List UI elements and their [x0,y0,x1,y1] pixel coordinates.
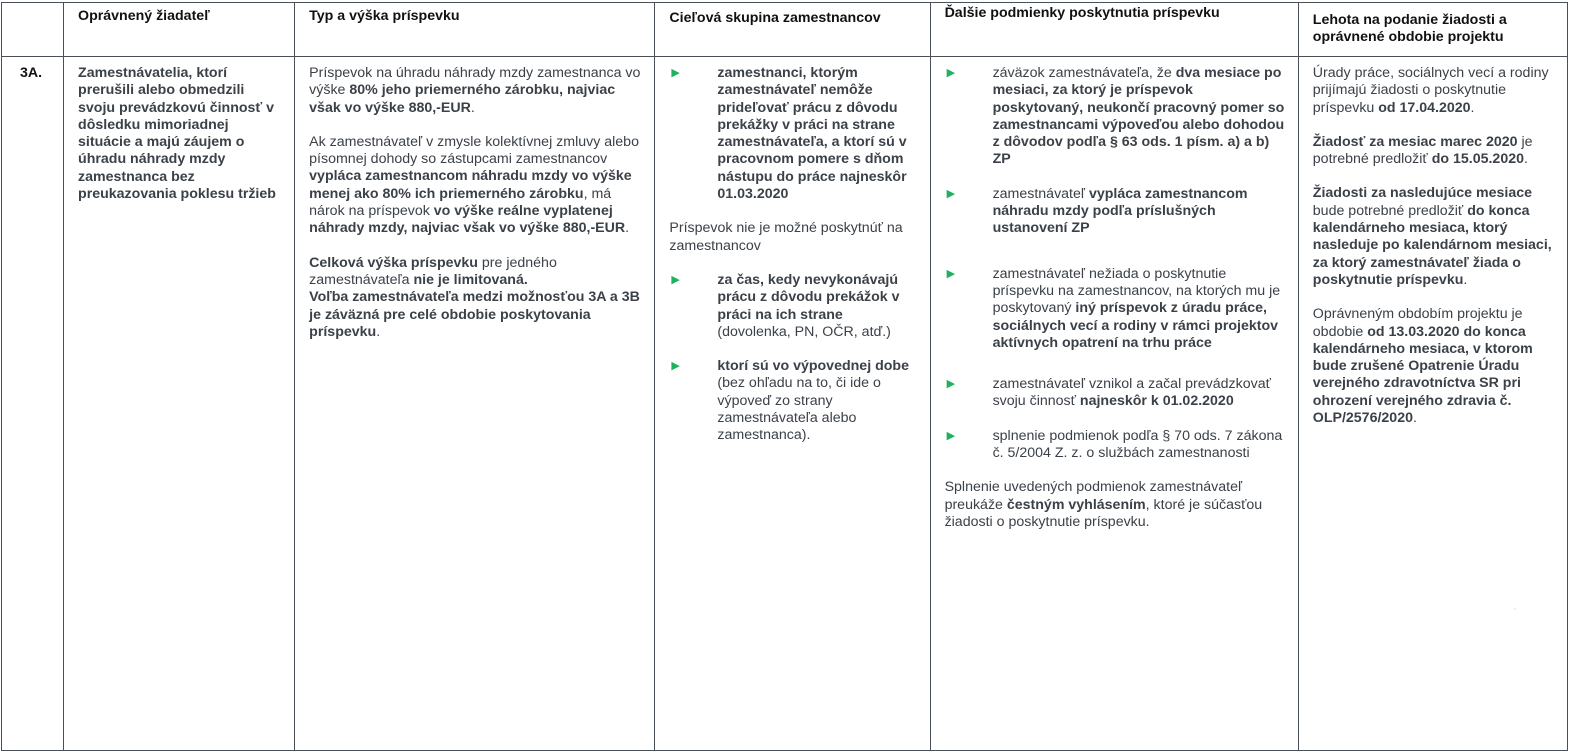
triangle-bullet-icon: ▶ [946,378,956,391]
target-bullet-3: ▶ ktorí sú vo výpovednej dobe (bez ohľadu na to, či ide o výpoveď zo strany zamestnávateľa alebo zamestnanca). [671,358,909,444]
row-number-cell [2,57,64,751]
condition-bullet-2: ▶ zamestnávateľ vypláca zamestnancom náhradu mzdy podľa príslušných ustanovení ZP [946,185,1248,237]
type-paragraph-1: Príspevok na úhradu náhrady mzdy zamestnanca vo výške 80% jeho priemerného zárobku, najviac však vo výške 880,-EUR. [309,65,641,116]
header-cell-deadline: Lehota na podanie žiadosti a oprávnené obdobie projektu [1298,3,1567,57]
condition-bullet-5: ▶ splnenie podmienok podľa § 70 ods. 7 zákona č. 5/2004 Z. z. o službách zamestnanosti [946,427,1283,462]
deadline-paragraph-4: Oprávneným obdobím projektu je obdobie od 13.03.2020 do konca kalendárneho mesiaca, v ktorom bude zrušené Opatrenie Úradu verejného zdravotníctva SR pri ohrození verejného zdravia č. OLP/2576/2020. [1312,306,1533,427]
condition-bullet-1: ▶ záväzok zamestnávateľa, že dva mesiace po mesiaci, za ktorý je príspevok poskytovaný, neukončí pracovný pomer so zamestnancami výpoveďou alebo dohodou z dôvodov podľa § 63 ods. 1 písm. a) a b) ZP [946,65,1285,168]
header-cell-target-group: Cieľová skupina zamestnancov [655,3,930,57]
triangle-bullet-icon: ▶ [946,67,956,79]
target-bullet-1: ▶ zamestnanci, ktorým zamestnávateľ nemôže prideľovať prácu z dôvodu prekážky v práci na strane zamestnávateľa, a ktorí sú v pracovnom pomere s dňom nástupu do práce najneskôr 01.03.2020 [671,65,907,203]
type-cell [295,57,655,751]
triangle-bullet-icon: ▶ [946,429,956,442]
deadline-paragraph-1: Úrady práce, sociálnych vecí a rodiny prijímajú žiadosti o poskytnutie príspevku od 17.04.2020. [1312,65,1549,116]
deadline-paragraph-2: Žiadosť za mesiac marec 2020 je potrebné predložiť do 15.05.2020. [1312,133,1533,168]
target-group-cell [655,57,930,751]
deadline-cell [1298,57,1567,751]
table-row [2,57,1568,751]
triangle-bullet-icon: ▶ [946,187,956,200]
condition-bullet-4: ▶ zamestnávateľ vznikol a začal prevádzkovať svoju činnosť najneskôr k 01.02.2020 [946,376,1271,410]
applicant-text: Zamestnávatelia, ktorí prerušili alebo obmedzili svoju prevádzkovú činnosť v dôsledku mimoriadnej situácie a majú záujem o úhradu náhrady mzdy zamestnanca bez preukazovania poklesu tržieb [78,65,276,203]
applicant-cell [64,57,295,751]
contribution-table [1,2,1568,751]
header-cell-conditions: Ďalšie podmienky poskytnutia príspevku [930,3,1298,57]
row-number: 3A. [20,65,43,81]
header-cell-type: Typ a výška príspevku [295,3,655,57]
triangle-bullet-icon: ▶ [671,67,680,79]
type-paragraph-3: Celková výška príspevku pre jedného zamestnávateľa nie je limitovaná. Voľba zamestnávateľa medzi možnosťou 3A a 3B je záväzná pre celé obdobie poskytovania príspevku. [309,254,640,340]
type-paragraph-2: Ak zamestnávateľ v zmysle kolektívnej zmluvy alebo písomnej dohody so zástupcami zamestnancov vypláca zamestnancom náhradu mzdy vo výške menej ako 80% ich priemerného zárobku, má nárok na príspevok vo výške reálne vyplatenej náhrady mzdy, najviac však vo výške 880,-EUR. [309,133,639,237]
condition-bullet-3: ▶ zamestnávateľ nežiada o poskytnutie príspevku na zamestnancov, na ktorých mu je poskytovaný iný príspevok z úradu práce, sociálnych vecí a rodiny v rámci projektov aktívnych opatrení na trhu práce [946,265,1281,351]
conditions-cell [930,57,1298,751]
triangle-bullet-icon: ▶ [671,273,680,286]
deadline-paragraph-3: Žiadosti za nasledujúce mesiace bude potrebné predložiť do konca kalendárneho mesiaca, ktorý nasleduje po kalendárnom mesiaci, za ktorý zamestnávateľ žiada o poskytnutie príspevku. [1312,185,1552,288]
target-bullet-2: ▶ za čas, kedy nevykonávajú prácu z dôvodu prekážok v práci na ich strane (dovolenka, PN, OČR, atď.) [671,271,900,340]
header-cell-number [2,3,64,57]
target-note: Príspevok nie je možné poskytnúť na zamestnancov [669,220,903,254]
table-header-row [2,3,1568,57]
triangle-bullet-icon: ▶ [946,267,956,280]
scan-artifact [1514,608,1516,610]
header-cell-applicant: Oprávnený žiadateľ [64,3,295,57]
triangle-bullet-icon: ▶ [671,360,680,373]
conditions-footer: Splnenie uvedených podmienok zamestnávateľ preukáže čestným vyhlásením, ktoré je súčasťou žiadosti o poskytnutie príspevku. [944,479,1263,530]
